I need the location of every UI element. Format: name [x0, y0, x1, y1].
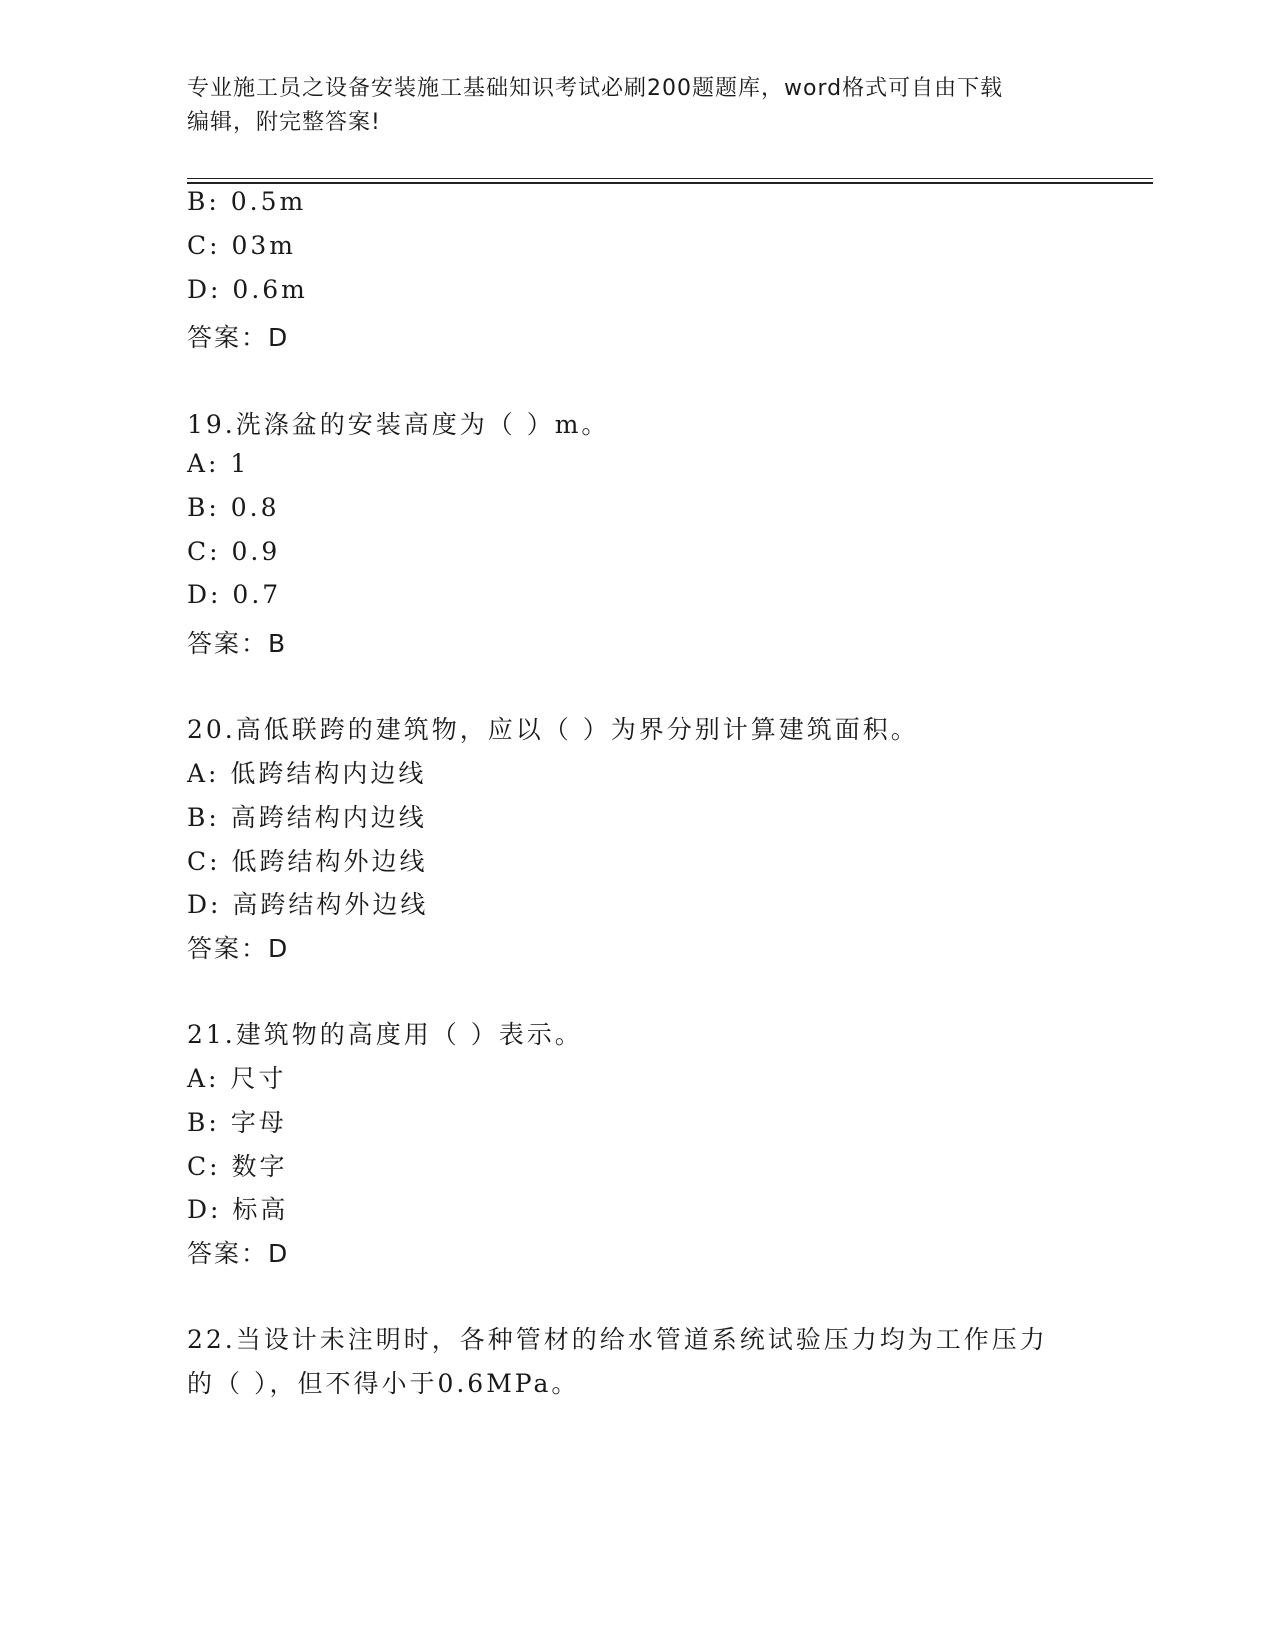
q19-option-b: B: 0.8 [187, 493, 280, 522]
q21-option-a: A: 尺寸 [187, 1064, 287, 1093]
q18-option-b: B: 0.5m [187, 187, 307, 216]
q19-answer: 答案：B [187, 629, 288, 658]
document-header [187, 72, 1087, 140]
q19-option-d: D: 0.7 [187, 580, 282, 609]
q19-option-c: C: 0.9 [187, 537, 281, 566]
q20-option-a: A: 低跨结构内边线 [187, 759, 427, 788]
q20-option-d: D: 高跨结构外边线 [187, 890, 429, 919]
q20-answer: 答案：D [187, 934, 290, 963]
q20-option-b: B: 高跨结构内边线 [187, 803, 427, 832]
header-divider-thin [187, 178, 1153, 179]
q18-answer: 答案：D [187, 323, 290, 352]
q20-option-c: C: 低跨结构外边线 [187, 847, 428, 876]
q21-option-d: D: 标高 [187, 1195, 289, 1224]
q21-question: 21.建筑物的高度用（ ）表示。 [187, 1020, 583, 1049]
q20-question: 20.高低联跨的建筑物，应以（ ）为界分别计算建筑面积。 [187, 715, 919, 744]
q21-option-c: C: 数字 [187, 1152, 288, 1181]
q19-option-a: A: 1 [187, 449, 250, 478]
q18-option-d: D: 0.6m [187, 275, 308, 304]
q22-question-line-2: 的（ ），但不得小于0.6MPa。 [187, 1369, 580, 1398]
header-divider-thick [187, 182, 1153, 184]
header-title-line-2: 编辑，附完整答案! [187, 110, 381, 135]
q18-option-c: C: 03m [187, 231, 297, 260]
q19-question: 19.洗涤盆的安装高度为（ ）m。 [187, 410, 610, 439]
q22-question-line-1: 22.当设计未注明时，各种管材的给水管道系统试验压力均为工作压力 [187, 1325, 1048, 1354]
q21-option-b: B: 字母 [187, 1108, 287, 1137]
q21-answer: 答案：D [187, 1239, 290, 1268]
header-title-line-1: 专业施工员之设备安装施工基础知识考试必刷200题题库，word格式可自由下载 [187, 76, 1004, 101]
